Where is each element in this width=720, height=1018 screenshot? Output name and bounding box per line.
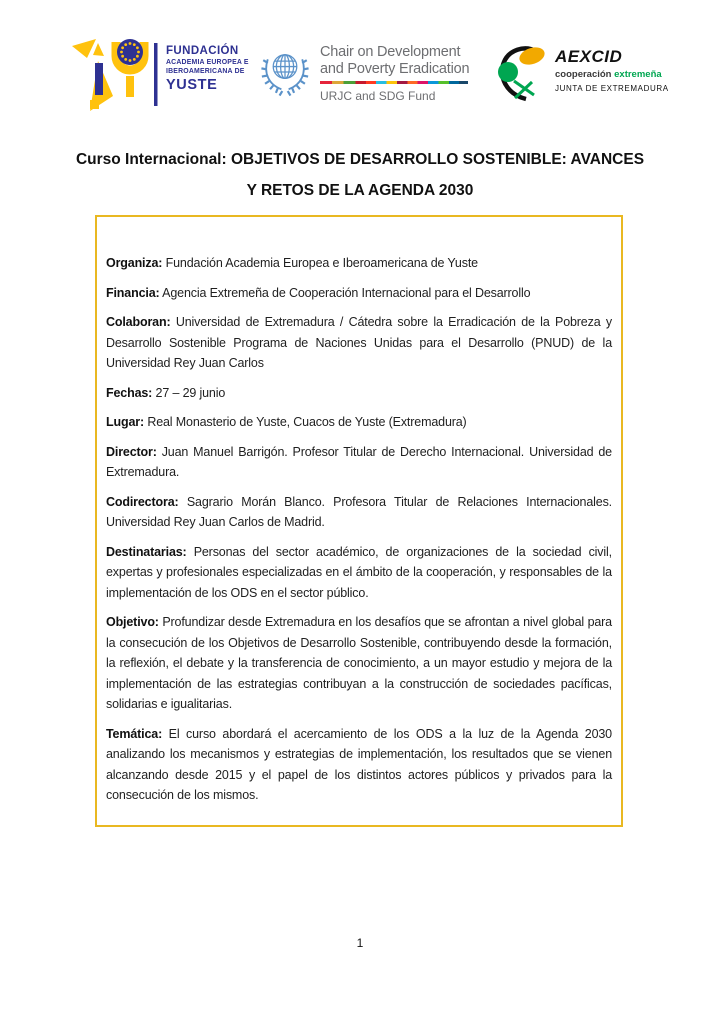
- info-text: El curso abordará el acercamiento de los ODS a la luz de la Agenda 2030 analizando los mecanismos y estrategias de implementación, los resultados que se vienen alcanzando desde 2015 y el papel de los distintos actores públicos y privados para la consecución de los mismos.: [106, 726, 612, 802]
- yuste-logo-icon: [70, 36, 158, 113]
- info-text: Sagrario Morán Blanco. Profesora Titular de Relaciones Internacionales. Universidad Rey Juan Carlos de Madrid.: [106, 494, 612, 529]
- yuste-line4: YUSTE: [166, 77, 218, 94]
- info-item-codirectora: [106, 492, 612, 533]
- yuste-foundation-logo: [70, 36, 249, 113]
- info-text: Universidad de Extremadura / Cátedra sobre la Erradicación de la Pobreza y Desarrollo Sostenible Programa de Naciones Unidas para el Desarrollo (PNUD) de la Universidad Rey Juan Carlos: [106, 315, 612, 370]
- yuste-line1: FUNDACIÓN: [166, 45, 239, 57]
- info-text: Agencia Extremeña de Cooperación Internacional para el Desarrollo: [159, 285, 531, 300]
- info-item-fechas: [106, 383, 612, 404]
- aexcid-logo: [494, 42, 669, 104]
- info-label: Financia:: [106, 285, 160, 300]
- aexcid-logo-icon: [494, 42, 550, 104]
- info-label: Director:: [106, 444, 157, 459]
- chair-line1: Chair on Development: [320, 44, 461, 60]
- aexcid-junta: JUNTA DE EXTREMADURA: [555, 83, 669, 93]
- page-number: 1: [356, 936, 364, 950]
- info-item-objetivo: [106, 612, 612, 715]
- un-chair-logo-text: [320, 42, 469, 103]
- info-item-financia: [106, 283, 612, 304]
- un-chair-logo: [256, 42, 469, 103]
- info-item-destinatarias: [106, 542, 612, 604]
- info-label: Temática:: [106, 726, 163, 741]
- aexcid-logo-text: [555, 42, 669, 93]
- chair-line3: URJC and SDG Fund: [320, 89, 436, 103]
- info-text: Profundizar desde Extremadura en los desafíos que se afrontan a nivel global para la consecución de los Objetivos de Desarrollo Sostenible, contribuyendo desde la formación, la reflexión, el debate y la transferencia de conocimiento, a un mayor estudio y mejora de la implementación de las estrategias contribuyan a la construcción de sociedades pacíficas, solidarias e igualitarias.: [106, 615, 612, 711]
- info-text: Juan Manuel Barrigón. Profesor Titular de Derecho Internacional. Universidad de Extremadura.: [106, 444, 612, 479]
- info-label: Lugar:: [106, 415, 144, 429]
- info-item-colaboran: [106, 312, 612, 374]
- info-item-tematica: [106, 724, 612, 806]
- info-label: Fechas:: [106, 385, 153, 400]
- info-item-lugar: [106, 412, 612, 433]
- info-item-organiza: [106, 253, 612, 274]
- info-label: Destinatarias:: [106, 544, 187, 559]
- info-label: Colaboran:: [106, 315, 171, 329]
- united-nations-emblem-icon: [256, 42, 314, 102]
- info-text: Fundación Academia Europea e Iberoamericana de Yuste: [162, 256, 478, 270]
- info-label: Organiza:: [106, 256, 163, 270]
- document-title-line2: Y RETOS DE LA AGENDA 2030: [246, 182, 474, 199]
- info-item-director: [106, 442, 612, 483]
- document-title-line1: Curso Internacional: OBJETIVOS DE DESARROLLO SOSTENIBLE: AVANCES: [75, 151, 645, 168]
- info-text: 27 – 29 junio: [152, 385, 226, 400]
- document-title: [0, 144, 720, 206]
- yuste-line2: ACADEMIA EUROPEA E: [166, 59, 249, 66]
- info-text: Real Monasterio de Yuste, Cuacos de Yuste (Extremadura): [144, 415, 467, 429]
- info-label: Objetivo:: [106, 615, 159, 629]
- aexcid-subtitle-dark: cooperación: [555, 69, 615, 80]
- yuste-line3: IBEROAMERICANA DE: [166, 68, 245, 76]
- info-text: Personas del sector académico, de organizaciones de la sociedad civil, expertas y profesionales especializadas en el ámbito de la cooperación, y responsables de la implementación de los ODS en el sector público.: [106, 544, 612, 600]
- sdg-colors-bar: [320, 81, 468, 84]
- yuste-logo-text: [166, 36, 249, 93]
- aexcid-subtitle-green: extremeña: [614, 69, 662, 80]
- chair-line2: and Poverty Eradication: [320, 61, 470, 77]
- aexcid-subtitle: [555, 70, 669, 80]
- info-label: Codirectora:: [106, 494, 179, 509]
- course-info-box: [95, 215, 623, 827]
- aexcid-name: AEXCID: [555, 47, 623, 66]
